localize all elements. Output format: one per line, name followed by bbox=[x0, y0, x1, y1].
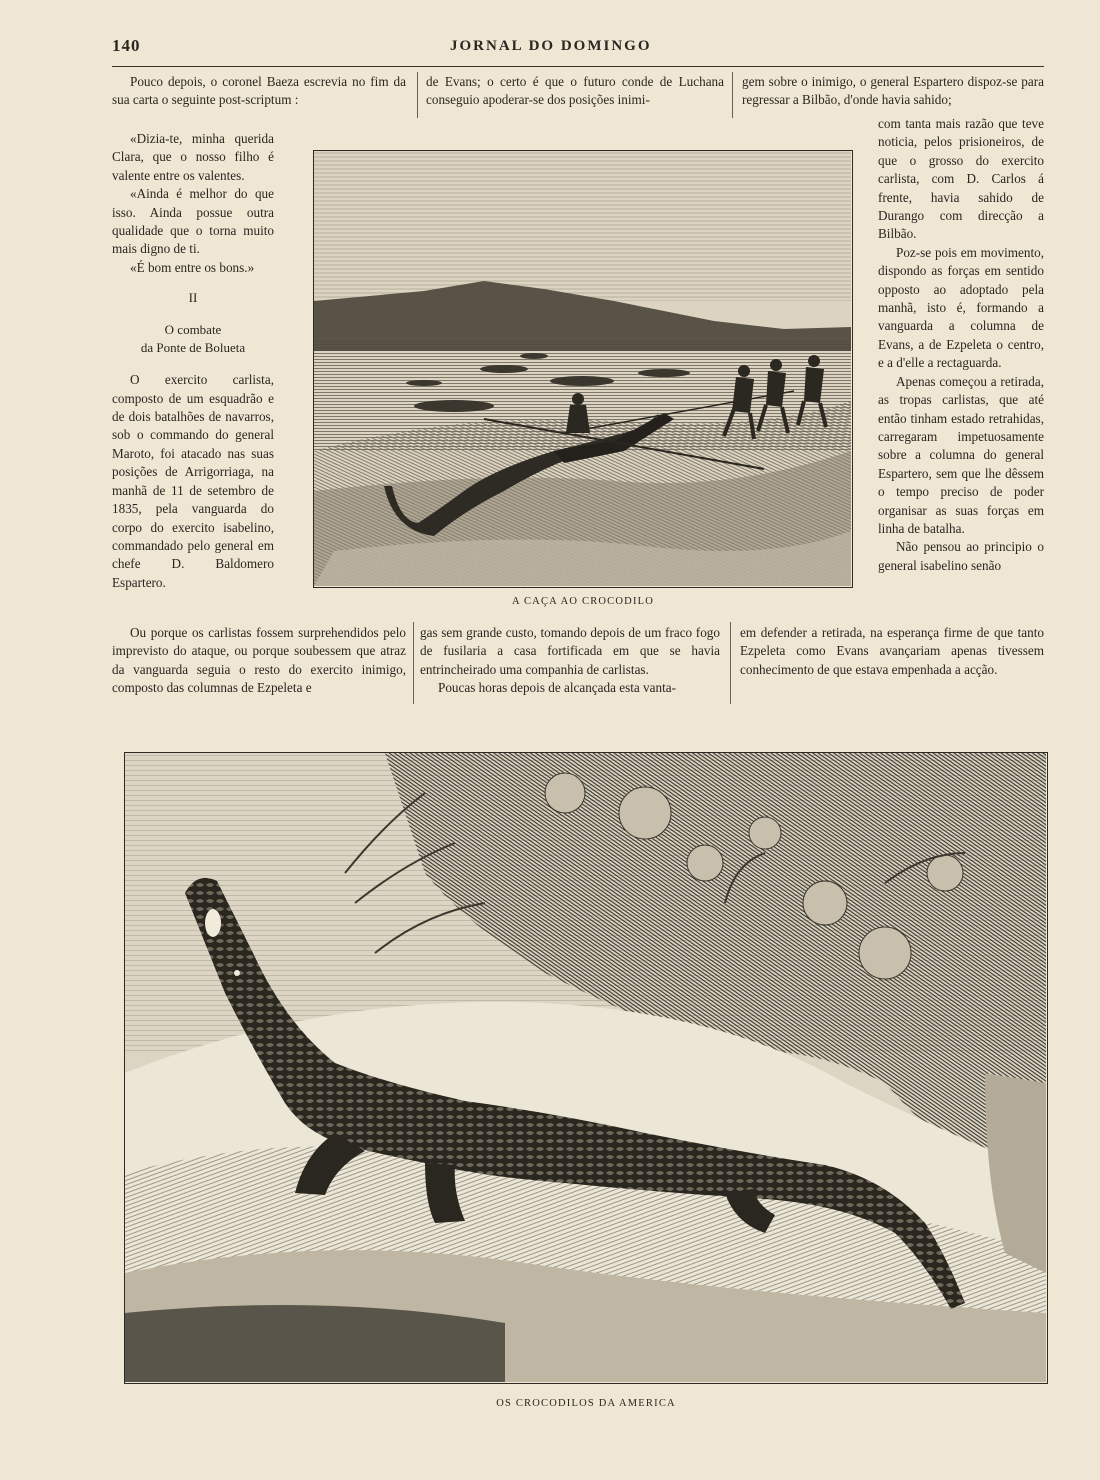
column2-bottom-paragraph: gas sem grande custo, tomando depois de um fraco fogo de fusilaria a casa fortificada em que se havia entrincheirado uma companhia de carlistas. bbox=[420, 625, 720, 677]
column3-paragraph: Não pensou ao principio o general isabelino senão bbox=[878, 539, 1044, 573]
crocodile-hunt-illustration bbox=[313, 150, 853, 588]
column3-bottom-paragraph: em defender a retirada, na esperança firme de que tanto Ezpeleta como Evans avançariam apenas tivessem conhecimento de que estava empenhada a acção. bbox=[740, 625, 1044, 677]
page-number: 140 bbox=[112, 36, 141, 55]
crocodiles-of-america-caption: OS CROCODILOS DA AMERICA bbox=[496, 1398, 676, 1409]
column1-bottom bbox=[112, 624, 406, 698]
journal-title: JORNAL DO DOMINGO bbox=[450, 38, 652, 54]
column1-body-paragraph: O exercito carlista, composto de um esquadrão e de dois batalhões de navarros, sob o commando do general Maroto, foi atacado nas suas posições de Arrigorriaga, na manhã de 11 de setembro de 1835, pela vanguarda do corpo do exercito isabelino, commandado pelo general em chefe D. Baldomero Espartero. bbox=[112, 372, 274, 590]
column3-top-paragraph: gem sobre o inimigo, o general Espartero dispoz-se para regressar a Bilbão, d'onde havia sahido; bbox=[742, 74, 1044, 108]
crocodile-hunt-engraving bbox=[314, 151, 851, 586]
crocodiles-of-america-engraving bbox=[125, 753, 1046, 1382]
crocodiles-of-america-illustration bbox=[124, 752, 1048, 1384]
crocodile-hunt-caption: A CAÇA AO CROCODILO bbox=[511, 596, 655, 607]
column3-paragraph: Poz-se pois em movimento, dispondo as forças em sentido opposto ao adoptado pela manhã, isto é, formando a vanguarda a columna de Evans, a de Ezpeleta o centro, e a d'elle a rectaguarda. bbox=[878, 244, 1044, 371]
column2-top bbox=[426, 73, 724, 110]
quote-line: «É bom entre os bons.» bbox=[130, 259, 255, 275]
column3-narrow bbox=[878, 115, 1044, 575]
column3-top bbox=[742, 73, 1044, 110]
column2-bottom-paragraph: Poucas horas depois de alcançada esta vanta- bbox=[438, 680, 677, 696]
column3-bottom bbox=[740, 624, 1044, 679]
quote-line: «Dizia-te, minha querida Clara, que o nosso filho é valente entre os valentes. bbox=[112, 131, 274, 183]
column-rule bbox=[730, 622, 731, 704]
column3-paragraph: Apenas começou a retirada, as tropas carlistas, que até então tinham estado retrahidas, carregaram impetuosamente sobre a columna do general Espartero, sem que lhe dêssem o tempo preciso de poder organisar as suas forças em linha de batalha. bbox=[878, 373, 1044, 536]
column1-narrow bbox=[112, 130, 274, 592]
column-rule bbox=[732, 72, 733, 118]
section-subtitle: da Ponte de Bolueta bbox=[140, 340, 246, 356]
column2-top-paragraph: de Evans; o certo é que o futuro conde de Luchana conseguio apoderar-se dos posições inimi- bbox=[426, 74, 724, 108]
column-rule bbox=[417, 72, 418, 118]
section-title: O combate bbox=[164, 322, 222, 338]
column1-intro-paragraph: Pouco depois, o coronel Baeza escrevia no fim da sua carta o seguinte post-scriptum : bbox=[112, 74, 406, 108]
column3-paragraph: com tanta mais razão que teve noticia, pelos prisioneiros, de que o grosso do exercito carlista, com D. Carlos á frente, havia sahido de Durango com direcção a Bilbão. bbox=[878, 116, 1044, 242]
quote-line: «Ainda é melhor do que isso. Ainda possue outra qualidade que o torna muito mais digno de ti. bbox=[112, 186, 274, 257]
section-number: II bbox=[188, 290, 198, 306]
column1-bottom-paragraph: Ou porque os carlistas fossem surprehendidos pelo imprevisto do ataque, ou porque soubessem que atraz da vanguarda seguia o resto do exercito inimigo, composto das columnas de Ezpeleta e bbox=[112, 625, 406, 696]
column1-top bbox=[112, 73, 406, 110]
header-rule bbox=[112, 66, 1044, 67]
column-rule bbox=[413, 622, 414, 704]
column2-bottom bbox=[420, 624, 720, 698]
